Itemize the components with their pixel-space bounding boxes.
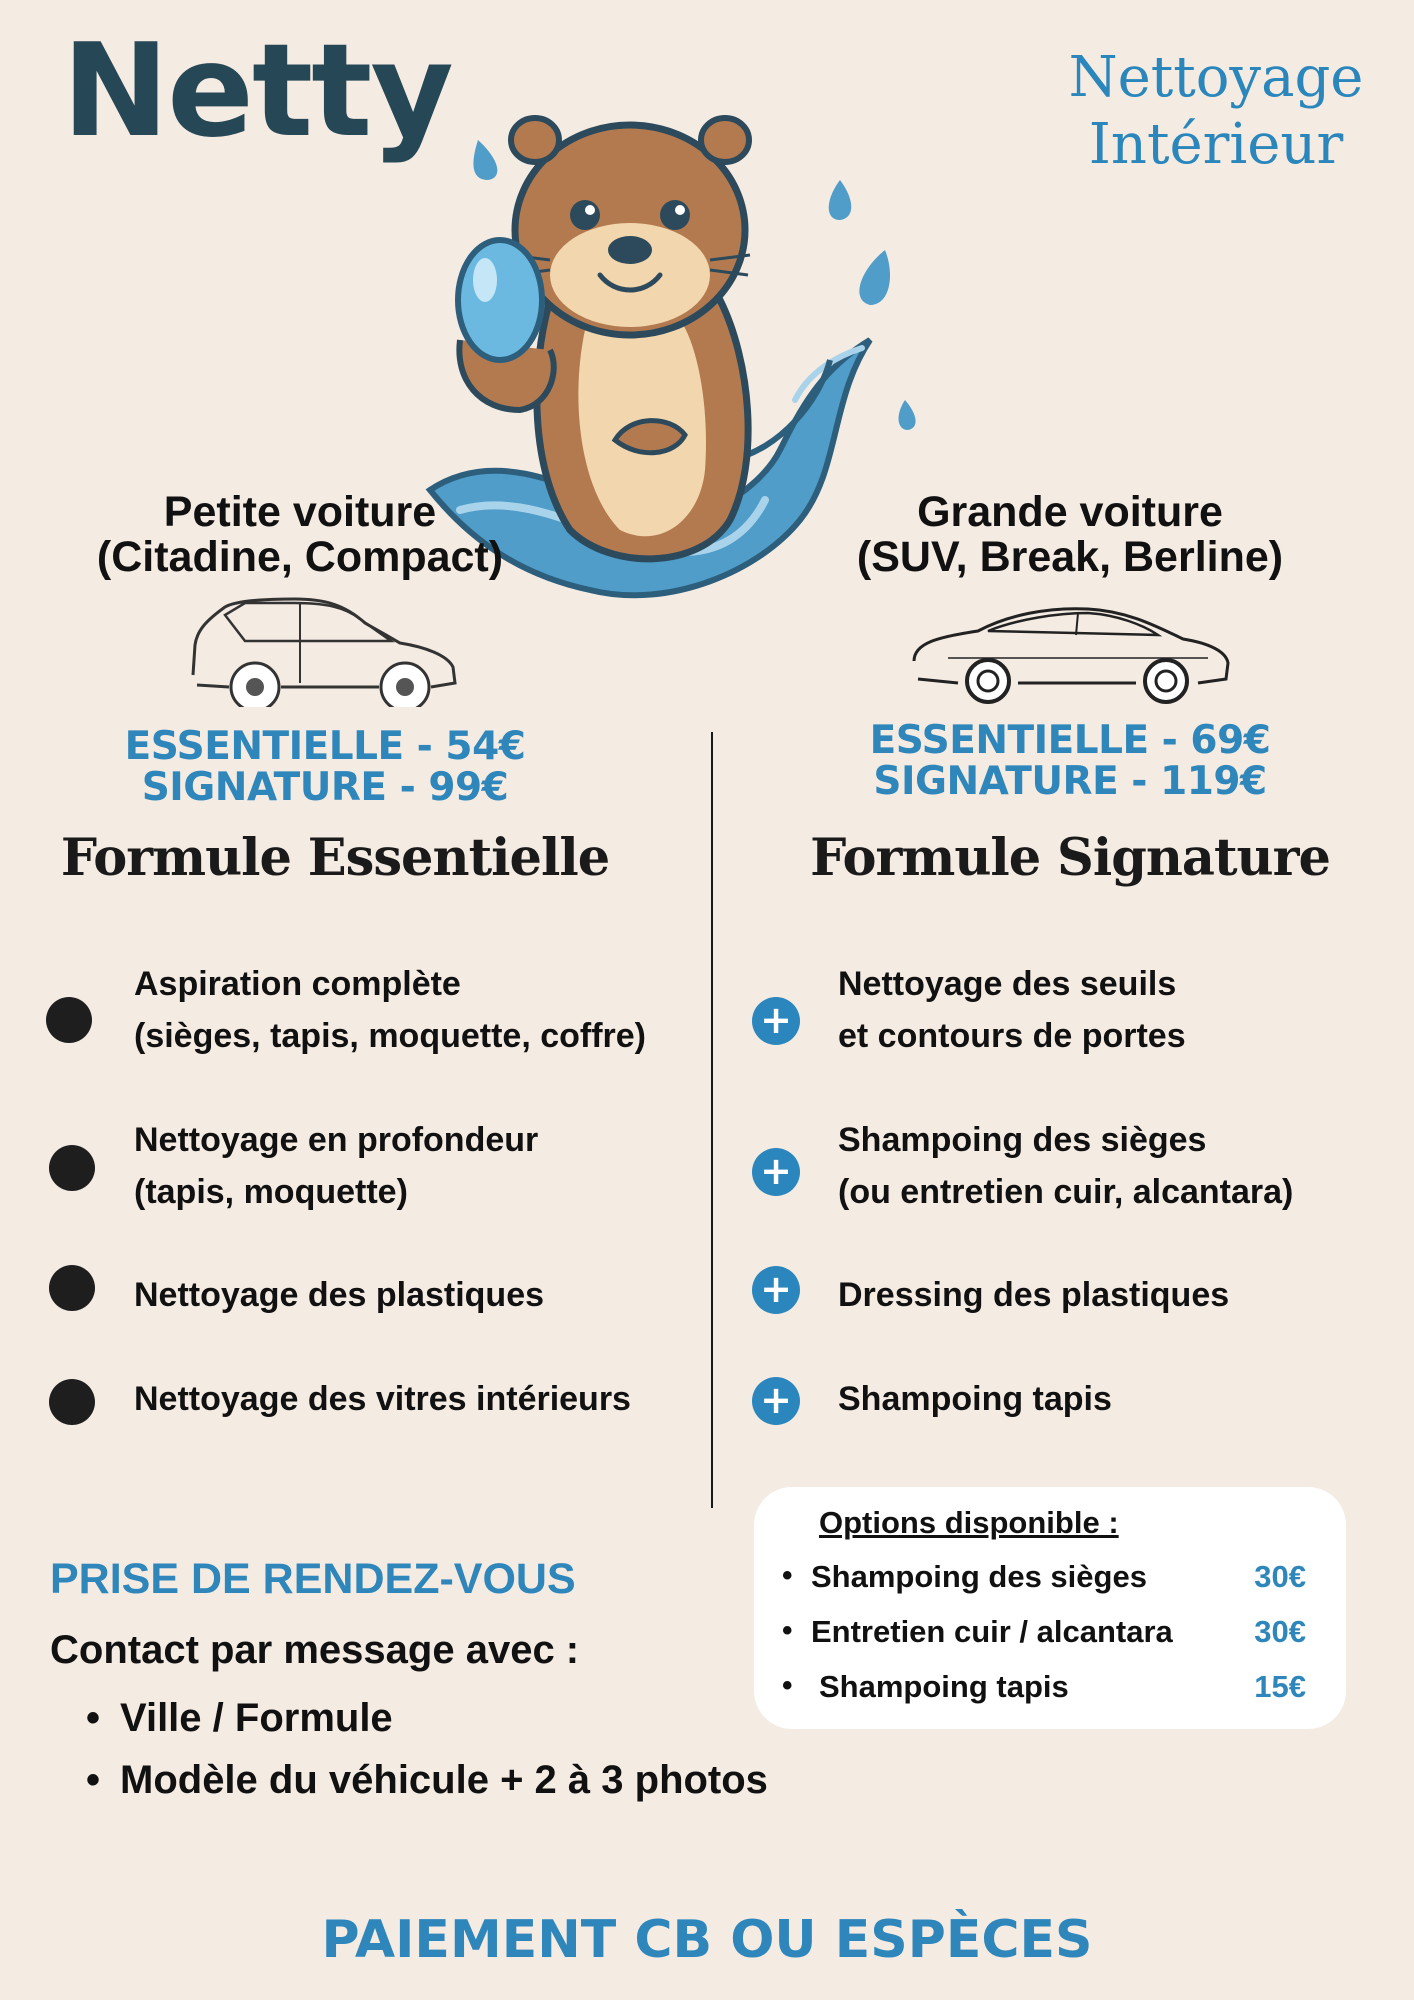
large-car-price-signature: SIGNATURE - 119€ bbox=[873, 759, 1267, 805]
appointment-intro: Contact par message avec : bbox=[50, 1628, 580, 1672]
essentielle-feature-line2: (tapis, moquette) bbox=[134, 1173, 408, 1211]
service-title bbox=[1056, 44, 1376, 178]
essentielle-feature-line1: Aspiration complète bbox=[134, 965, 461, 1003]
signature-feature-line2: et contours de portes bbox=[838, 1017, 1186, 1055]
signature-feature bbox=[838, 1373, 1112, 1425]
formula-essentielle-title: Formule Essentielle bbox=[60, 828, 610, 888]
options-bullet: • bbox=[782, 1669, 793, 1702]
large-car-prices bbox=[800, 720, 1340, 803]
payment-info: PAIEMENT CB OU ESPÈCES bbox=[321, 1910, 1093, 1970]
bullet-dot-icon bbox=[46, 997, 92, 1043]
essentielle-feature bbox=[134, 1114, 538, 1218]
service-title-line1: Nettoyage bbox=[1068, 45, 1364, 110]
options-bullet: • bbox=[782, 1559, 793, 1592]
column-divider bbox=[711, 732, 713, 1508]
small-car-icon bbox=[185, 595, 465, 707]
large-car-icon bbox=[908, 603, 1233, 705]
brand-logo: Netty bbox=[62, 17, 452, 166]
appointment-bullet: • bbox=[86, 1696, 101, 1740]
signature-feature-line2: (ou entretien cuir, alcantara) bbox=[838, 1173, 1294, 1211]
plus-icon: + bbox=[752, 1148, 800, 1196]
bullet-dot-icon bbox=[49, 1265, 95, 1311]
plus-icon: + bbox=[752, 997, 800, 1045]
essentielle-feature-line2: (sièges, tapis, moquette, coffre) bbox=[134, 1017, 646, 1055]
signature-feature-line1: Shampoing tapis bbox=[838, 1380, 1112, 1418]
essentielle-feature bbox=[134, 1269, 544, 1321]
signature-feature-line1: Shampoing des sièges bbox=[838, 1121, 1207, 1159]
essentielle-feature bbox=[134, 1373, 631, 1425]
large-car-title bbox=[800, 490, 1340, 580]
options-bullet: • bbox=[782, 1614, 793, 1647]
signature-feature bbox=[838, 958, 1186, 1062]
bullet-dot-icon bbox=[49, 1379, 95, 1425]
signature-feature-line1: Dressing des plastiques bbox=[838, 1276, 1230, 1314]
signature-feature bbox=[838, 1269, 1229, 1321]
large-car-title-line2: (SUV, Break, Berline) bbox=[856, 533, 1284, 582]
small-car-title-line2: (Citadine, Compact) bbox=[96, 533, 504, 582]
formula-signature-title: Formule Signature bbox=[810, 828, 1330, 888]
option-price: 15€ bbox=[1254, 1669, 1306, 1704]
large-car-price-essentielle: ESSENTIELLE - 69€ bbox=[869, 718, 1271, 763]
essentielle-feature bbox=[134, 958, 646, 1062]
options-box bbox=[754, 1487, 1346, 1729]
small-car-price-signature: SIGNATURE - 99€ bbox=[141, 765, 509, 811]
water-drop-icon bbox=[473, 140, 497, 180]
essentielle-feature-line1: Nettoyage en profondeur bbox=[134, 1121, 539, 1159]
small-car-prices bbox=[40, 726, 610, 809]
small-car-title-line1: Petite voiture bbox=[163, 488, 437, 536]
small-car-title bbox=[40, 490, 560, 580]
option-price: 30€ bbox=[1254, 1559, 1306, 1594]
appointment-item: Ville / Formule bbox=[120, 1696, 393, 1740]
options-title: Options disponible : bbox=[819, 1505, 1119, 1540]
plus-icon: + bbox=[752, 1377, 800, 1425]
large-car-title-line1: Grande voiture bbox=[917, 488, 1223, 536]
option-label: Shampoing des sièges bbox=[811, 1559, 1147, 1594]
plus-icon: + bbox=[752, 1266, 800, 1314]
option-price: 30€ bbox=[1254, 1614, 1306, 1649]
essentielle-feature-line1: Nettoyage des vitres intérieurs bbox=[134, 1380, 631, 1418]
option-label: Entretien cuir / alcantara bbox=[811, 1614, 1173, 1649]
appointment-title: PRISE DE RENDEZ-VOUS bbox=[50, 1555, 576, 1603]
small-car-price-essentielle: ESSENTIELLE - 54€ bbox=[124, 724, 526, 769]
bullet-dot-icon bbox=[49, 1145, 95, 1191]
option-label: Shampoing tapis bbox=[819, 1669, 1069, 1704]
signature-feature bbox=[838, 1114, 1293, 1218]
appointment-item: Modèle du véhicule + 2 à 3 photos bbox=[120, 1758, 768, 1802]
service-title-line2: Intérieur bbox=[1088, 112, 1344, 178]
signature-feature-line1: Nettoyage des seuils bbox=[838, 965, 1177, 1003]
essentielle-feature-line1: Nettoyage des plastiques bbox=[134, 1276, 545, 1314]
appointment-bullet: • bbox=[86, 1758, 101, 1802]
